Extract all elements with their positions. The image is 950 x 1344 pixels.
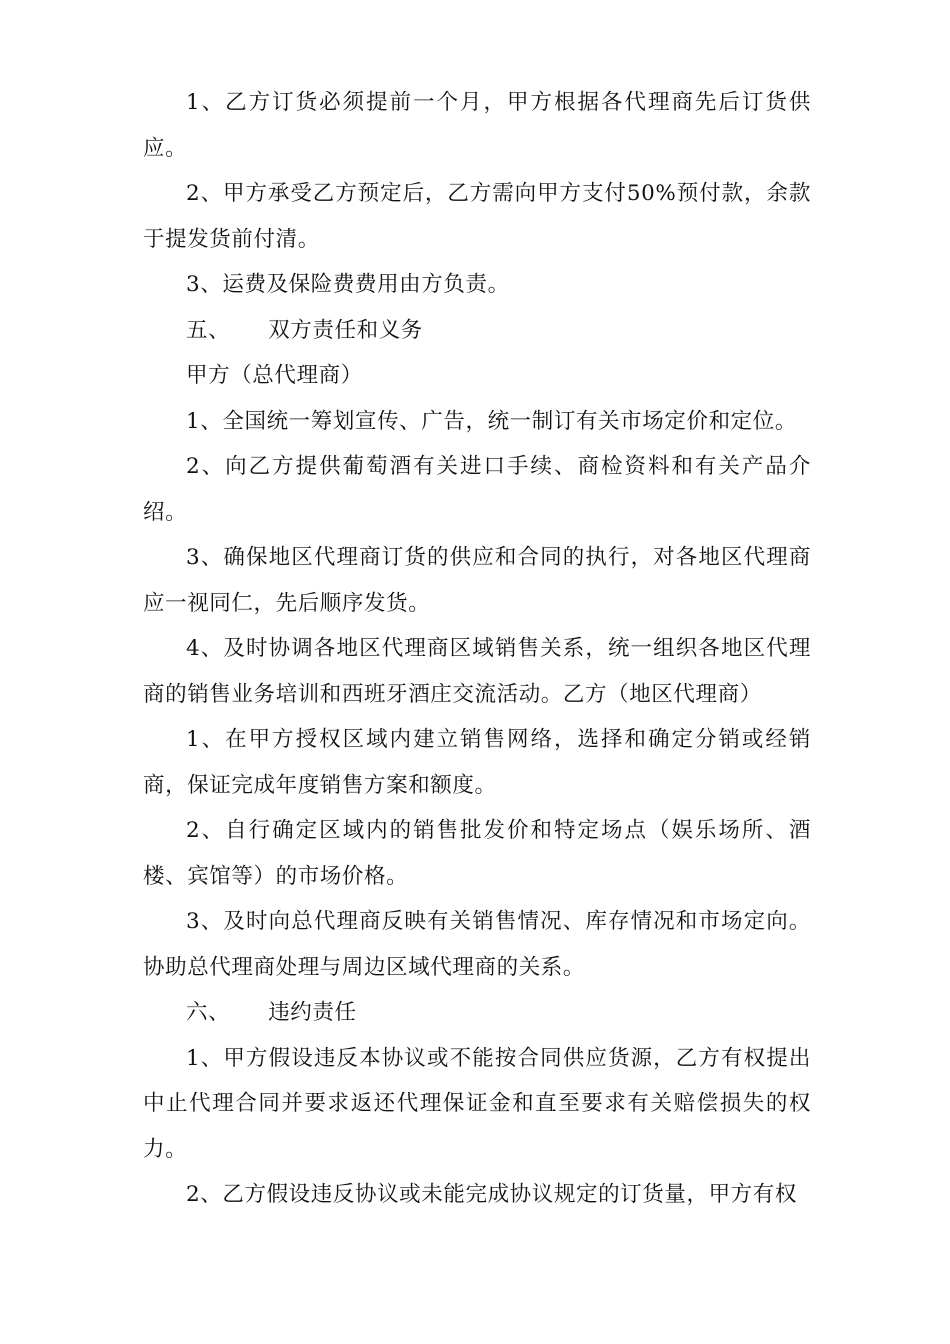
section-title: 双方责任和义务 — [268, 317, 423, 343]
party-a-item: 3、确保地区代理商订货的供应和合同的执行，对各地区代理商应一视同仁，先后顺序发货。 — [143, 545, 811, 616]
section-number: 五、 — [186, 317, 231, 343]
section-heading-breach — [143, 990, 811, 1036]
section-title: 违约责任 — [268, 1000, 357, 1025]
paragraph-prepayment: 2、甲方承受乙方预定后，乙方需向甲方支付50%预付款，余款于提发货前付清。 — [143, 181, 811, 252]
paragraph-order-lead-time: 1、乙方订货必须提前一个月，甲方根据各代理商先后订货供应。 — [143, 90, 811, 161]
party-b-item: 3、及时向总代理商反映有关销售情况、库存情况和市场定向。协助总代理商处理与周边区域代理商的关系。 — [143, 909, 811, 980]
party-a-title: 甲方（总代理商） — [186, 363, 363, 388]
section-number: 六、 — [186, 1000, 231, 1025]
party-b-item: 1、在甲方授权区域内建立销售网络，选择和确定分销或经销商，保证完成年度销售方案和额度。 — [143, 727, 811, 798]
paragraph-freight-insurance: 3、运费及保险费费用由方负责。 — [186, 272, 510, 297]
section-heading-responsibilities — [143, 308, 811, 354]
party-a-item: 1、全国统一筹划宣传、广告，统一制订有关市场定价和定位。 — [186, 408, 797, 434]
breach-item: 1、甲方假设违反本协议或不能按合同供应货源，乙方有权提出中止代理合同并要求返还代理保证金和直至要求有关赔偿损失的权力。 — [143, 1045, 811, 1162]
party-b-item: 2、自行确定区域内的销售批发价和特定场点（娱乐场所、酒楼、宾馆等）的市场价格。 — [143, 818, 811, 889]
party-a-item: 2、向乙方提供葡萄酒有关进口手续、商检资料和有关产品介绍。 — [143, 454, 811, 525]
breach-item: 2、乙方假设违反协议或未能完成协议规定的订货量，甲方有权 — [186, 1182, 797, 1207]
party-a-item: 4、及时协调各地区代理商区域销售关系，统一组织各地区代理商的销售业务培训和西班牙酒庄交流活动。乙方（地区代理商） — [143, 636, 811, 707]
document-body — [143, 80, 811, 1218]
